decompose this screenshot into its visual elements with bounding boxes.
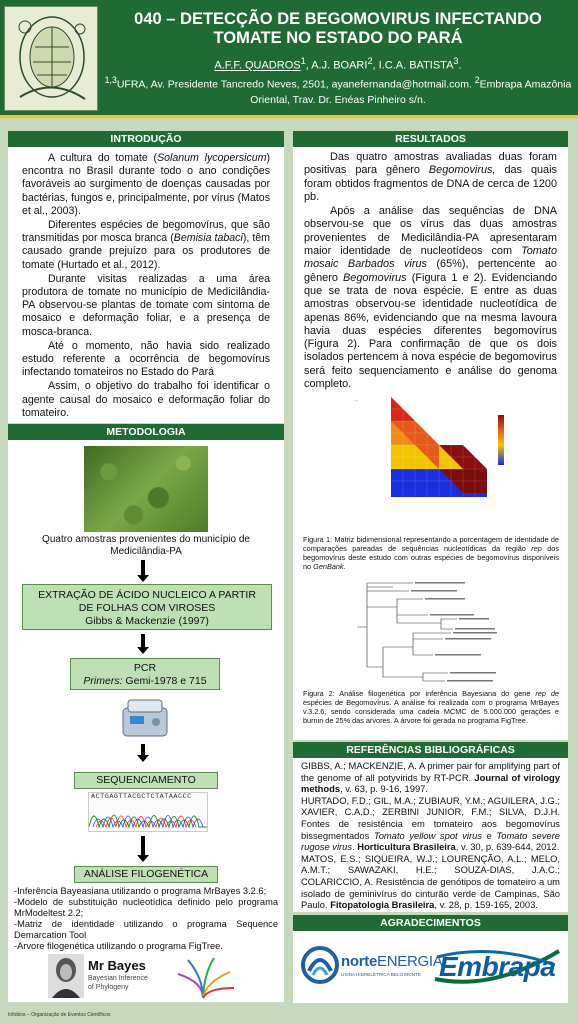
- text: Após a análise das sequências de DNA observou-se que os vírus das duas amostras provenientes de Medicilândia-PA apresentaram maior identidade de nucleotídeos com: [304, 205, 557, 258]
- results-paragraph: [304, 205, 557, 391]
- phylogenetic-tree-figure: [353, 577, 553, 683]
- text: Figura 2: Análise filogenética por inferência Bayesiana do gene: [303, 689, 536, 698]
- text: ) encontra no Brasil durante todo o ano condições favoráveis ao surgimento de doenças causadas por bactérias, fungos e, principalmente, por vírus (Matos et al., 2003).: [22, 152, 270, 217]
- bayes-portrait-icon: [48, 954, 84, 998]
- step-sequencing-box: [74, 772, 218, 789]
- text: das quais foram obtidos fragmentos de DNA de cerca de 1200 pb.: [304, 164, 557, 203]
- text: , v. 30, p. 639-644, 2012.: [455, 841, 560, 853]
- journal-name: Journal of virology methods: [301, 771, 560, 795]
- text: GIBBS, A.; MACKENZIE, A. A primer pair for amplifying part of the genome of all potyvirids by RT-PCR.: [301, 760, 560, 783]
- resultados-title: RESULTADOS: [293, 131, 568, 147]
- affiliations: [104, 73, 572, 108]
- methods-list-item: -Modelo de substituição nucleotídica definido pelo programa MrModeltest 2.2;: [14, 897, 278, 918]
- mrbayes-logo: [48, 954, 168, 1000]
- text: HURTADO, F.D.; GIL, M.A.; ZUBIAUR, Y.M.; AGUILERA, J.G.; XAVIER, C.A.D.; ZERBINI JUNIOR, F.M.; SILVA, D.J.H. Fontes de resistência em tomateiro aos begomovírus bissegmentados: [301, 794, 560, 841]
- genus-name: Begomovirus: [343, 271, 407, 284]
- identity-matrix-figure: [353, 393, 533, 533]
- introducao-body: [8, 147, 284, 420]
- metodologia-title: METODOLOGIA: [8, 424, 284, 440]
- norte-energia-logo: [301, 943, 443, 991]
- phylogenetic-tree-icon: [353, 577, 553, 683]
- step-phylogenetic-label: ANÁLISE FILOGENÉTICA: [83, 868, 209, 880]
- species-name: Bemisia tabaci: [173, 232, 243, 245]
- text: e: [482, 829, 497, 841]
- flow-arrow: [141, 744, 145, 756]
- intro-paragraph: [22, 152, 270, 218]
- species-name: Tomato mosaic Barbados virus: [304, 245, 557, 271]
- mrbayes-subtitle: of Phylogeny: [88, 984, 129, 991]
- methods-list-item: -Matriz de identidade utilizando o programa Sequence Demarcation Tool: [14, 919, 278, 940]
- referencias-title: REFERÊNCIAS BIBLIOGRÁFICAS: [293, 742, 568, 758]
- text: Diferentes espécies de begomovírus, que são transmitidas por mosca branca (: [22, 219, 270, 245]
- figtree-icon: [168, 954, 238, 1000]
- thermocycler-icon: [120, 696, 170, 740]
- agradecimentos-section: [293, 915, 568, 1003]
- flow-arrow: [141, 560, 145, 576]
- text: (Figura 1 e 2). Evidenciando que se trata de nova espécie. E entre as duas amostras observou-se identidade nucleotídica de apenas 86%, evidenciando que na mesma lavoura havia duas espécies diferentes begomovírus (Figura 2). Para confirmação de que os dois isolados pertencem à nova espécie de begomovirus será feito sequenciamento e análise do genoma completo.: [304, 271, 557, 391]
- resultados-body: [293, 147, 568, 391]
- leaf-virus-logo-icon: [5, 7, 99, 112]
- affil-ufra: UFRA, Av. Presidente Tancredo Neves, 2501, ayanefernanda@hotmail.com.: [116, 78, 475, 91]
- figure2-caption: [303, 689, 559, 725]
- methods-list: [14, 886, 278, 952]
- introducao-title: INTRODUÇÃO: [8, 131, 284, 147]
- step-sequencing-label: SEQUENCIAMENTO: [96, 774, 196, 786]
- methods-list-item: -Arvore filogenética utilizando o programa FigTree.: [14, 941, 223, 951]
- third-author: , I.C.A. BATISTA: [372, 59, 454, 72]
- journal-name: Horticultura Brasileira: [357, 841, 456, 853]
- text: .: [343, 562, 346, 571]
- references-list: [293, 758, 568, 913]
- text: Das quatro amostras avaliadas duas foram positivas para gênero: [304, 151, 557, 177]
- figtree-logo: [168, 954, 238, 1000]
- second-author: , A.J. BOARI: [305, 59, 368, 72]
- step-extraction-line: DE FOLHAS COM VIROSES: [78, 602, 216, 614]
- flow-arrow: [141, 634, 145, 648]
- poster-title: 040 – DETECÇÃO DE BEGOMOVIRUS INFECTANDO TOMATE NO ESTADO DO PARÁ: [134, 10, 542, 47]
- database-name: GenBank: [313, 562, 344, 571]
- text: (65%), pertencente ao gênero: [304, 258, 557, 284]
- species-name: Tomato yellow spot virus: [373, 829, 483, 841]
- step-phylogenetic-box: [74, 866, 218, 883]
- resultados-section: [293, 131, 568, 740]
- intro-paragraph: Até o momento, não havia sido realizado estudo referente a ocorrência de begomovírus infectando tomateiros no Estado do Pará: [22, 339, 270, 379]
- gene-name: rep de: [535, 689, 559, 698]
- logo-text-norte: norte: [341, 953, 378, 970]
- text: .: [352, 841, 358, 853]
- referencias-section: [293, 742, 568, 912]
- dna-sequence: ACTGAGTTACGCTCTATAACCC: [91, 793, 192, 801]
- tomato-field-photo: [84, 446, 208, 532]
- flow-arrow: [141, 836, 145, 856]
- author-sup: 2: [367, 56, 373, 66]
- journal-name: Fitopatologia Brasileira: [330, 899, 435, 911]
- norte-energia-subtitle: USINA HIDRELÉTRICA BELO MONTE: [341, 972, 421, 977]
- institution-logo: [4, 6, 98, 111]
- step-pcr-label: PCR: [133, 662, 157, 674]
- methods-list-item: -Inferência Bayeasiana utilizando o programa MrBayes 3.2.6;: [14, 886, 267, 896]
- step-extraction-box: [22, 584, 272, 630]
- author-sup: 1: [300, 56, 306, 66]
- species-name: Tomato severe rugose virus: [301, 829, 560, 853]
- embrapa-logo: [433, 943, 563, 991]
- thermocycler-image: [120, 696, 170, 740]
- text: MATOS, E.S.; SIQUEIRA, W.J.; LOURENÇÃO, A.L.; MELO, A.M.T.; SAWAZAKI, H.E.; SOUZA-DIAS, J.A.C.; COLARICCIO, A. Resistência de genótipos de tomateiro a um isolado de geminivírus do cinturão verde de Campinas, São Paulo.: [301, 852, 560, 911]
- metodologia-section: [8, 424, 284, 1002]
- text: espécies de Begomovírus. A análise foi realizada com o programa MrBayes v.3.2.6, sendo considerada uma cadeia MCMC de 5.000.000 gerações e burnin de 25% das arvores. A árvore foi gerada no programa FigTree.: [303, 698, 559, 725]
- gene-name: rep: [531, 544, 542, 553]
- step-extraction-ref: Gibbs & Mackenzie (1997): [85, 615, 209, 627]
- results-paragraph: [304, 151, 557, 204]
- text: Figura 1: Matriz bidimensional representando a porcentagem de identidade de comparações pareadas de sequências nucleotídicas da região: [303, 535, 559, 553]
- species-name: Solanum lycopersicum: [157, 152, 267, 164]
- footer-credit: Infobios – Organização de Eventos Científicos: [8, 1012, 111, 1018]
- agradecimentos-title: AGRADECIMENTOS: [293, 915, 568, 931]
- photo-caption: Quatro amostras provenientes do município de Medicilândia-PA: [42, 534, 250, 557]
- text: A cultura do tomate (: [48, 152, 158, 164]
- identity-heatmap-icon: [353, 393, 533, 533]
- intro-paragraph: Durante visitas realizadas a uma área produtora de tomate no município de Medicilândia-PA observou-se plantas de tomate com sintoma de mosaico e deformação foliar, e a presença de mosca-branca.: [22, 272, 270, 338]
- chromatogram-image: [88, 792, 208, 832]
- genus-name: Begomovirus,: [428, 164, 496, 177]
- intro-paragraph: Assim, o objetivo do trabalho foi identificar o agente causal do mosaico e deformação foliar do tomateiro.: [22, 380, 270, 419]
- reference-item: [301, 795, 560, 853]
- svg-text:—: —: [355, 398, 358, 402]
- poster-header: [0, 0, 578, 118]
- chromatogram-peaks-icon: [89, 801, 207, 829]
- primers-label: Primers:: [83, 675, 123, 687]
- affil-sup: 2: [474, 75, 480, 85]
- primers-value: Gemi-1978 e 715: [122, 675, 207, 687]
- affil-embrapa: Embrapa Amazônia Oriental, Trav. Dr. Enéas Pinheiro s/n.: [250, 78, 572, 106]
- reference-item: [301, 760, 560, 795]
- intro-paragraph: [22, 219, 270, 272]
- text: dos begomovírus deste estudo com outras espécies de begomovírus disponíveis no: [303, 544, 559, 571]
- author-end: .: [458, 59, 462, 72]
- text: ), têm causado grande prejuízo para os produtores de tomate (Hurtado et al., 2012).: [22, 232, 271, 271]
- step-pcr-box: [70, 658, 220, 690]
- affil-sup: 1,3: [104, 75, 117, 85]
- introducao-section: [8, 131, 284, 423]
- step-pcr-primers: [71, 675, 219, 688]
- norte-energia-emblem-icon: [301, 945, 339, 985]
- logo-text-energia: ENERGIA: [377, 953, 443, 970]
- mrbayes-title: Mr Bayes: [88, 958, 146, 973]
- author-sup: 3: [453, 56, 459, 66]
- norte-energia-name: [341, 953, 442, 970]
- mrbayes-subtitle: Bayesian Inference: [88, 975, 148, 982]
- reference-item: [301, 853, 560, 911]
- embrapa-name: Embrapa: [439, 951, 556, 982]
- first-author: A.F.F. QUADROS: [214, 59, 301, 72]
- authors-line: [104, 56, 572, 72]
- figure1-caption: [303, 535, 559, 571]
- step-extraction-line: EXTRAÇÃO DE ÁCIDO NUCLEICO A PARTIR: [38, 589, 256, 601]
- text: , v. 63, p. 9-16, 1997.: [340, 783, 428, 795]
- text: , v. 28, p. 159-165, 2003.: [434, 899, 538, 911]
